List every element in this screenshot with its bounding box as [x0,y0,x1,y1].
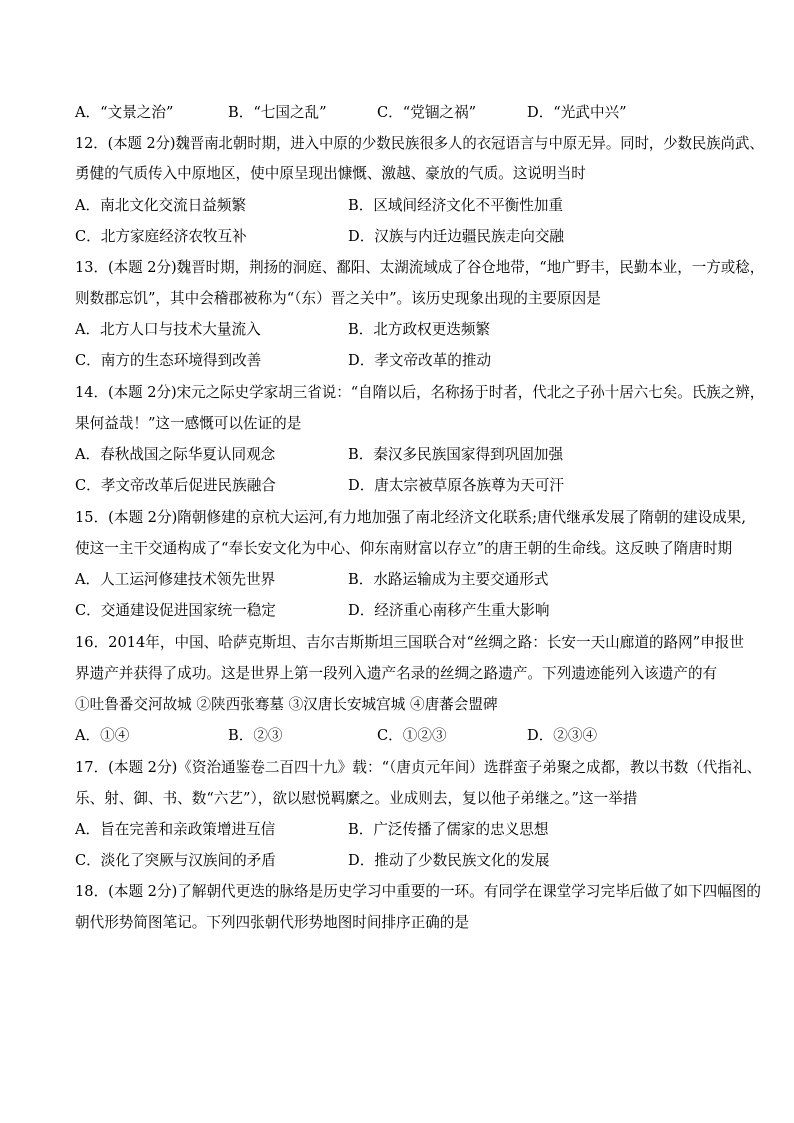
q14-stem-line-1: 14．(本题 2分)宋元之际史学家胡三省说：“自隋以后，名称扬于时者，代北之子孙十居六七矣。氏族之辨， [75,384,765,401]
q12-option-d[interactable]: D．汉族与内迁边疆民族走向交融 [348,228,565,245]
q16-option-c[interactable]: C．①②③ [377,727,447,744]
q15-option-d[interactable]: D．经济重心南移产生重大影响 [348,602,550,619]
q15-options-row-1 [75,570,755,590]
q17-stem-line-1: 17．(本题 2分)《资治通鉴卷二百四十九》载：“（唐贞元年间）选群蛮子弟聚之成都，教以书数（代指礼、 [75,759,762,776]
q13-options-row-1 [75,320,755,340]
q16-choices-line: ①吐鲁番交河故城 ②陕西张骞墓 ③汉唐长安城宫城 ④唐蕃会盟碑 [75,696,498,713]
q13-stem-line-2: 则数郡忘饥”，其中会稽郡被称为“（东）晋之关中”。该历史现象出现的主要原因是 [75,290,601,307]
q14-option-c[interactable]: C．孝文帝改革后促进民族融合 [75,477,276,494]
q15-option-c[interactable]: C．交通建设促进国家统一稳定 [75,602,276,619]
q15-stem-line-2: 使这一主干交通构成了“奉长安文化为中心、仰东南财富以存立”的唐王朝的生命线。这反映了隋唐时期 [75,540,733,557]
q11-option-c[interactable]: C．“党锢之祸” [377,104,477,121]
q18-stem-line-2: 朝代形势简图笔记。下列四张朝代形势地图时间排序正确的是 [75,914,470,931]
q13-option-b[interactable]: B．北方政权更迭频繁 [348,321,491,338]
q14-option-b[interactable]: B．秦汉多民族国家得到巩固加强 [348,446,564,463]
q16-stem-line-1: 16．2014年，中国、哈萨克斯坦、吉尔吉斯斯坦三国联合对“丝绸之路：长安一天山廊道的路网”申报世 [75,634,744,651]
q16-option-d[interactable]: D．②③④ [527,727,598,744]
q15-options-row-2 [75,601,755,621]
q16-options [75,726,755,746]
q17-option-a[interactable]: A．旨在完善和亲政策增进互信 [75,821,276,838]
q13-option-a[interactable]: A．北方人口与技术大量流入 [75,321,261,338]
q15-stem-line-1: 15．(本题 2分)隋朝修建的京杭大运河,有力地加强了南北经济文化联系;唐代继承发展了隋朝的建设成果, [75,509,747,526]
q13-stem-line-1: 13．(本题 2分)魏晋时期，荆扬的洞庭、鄱阳、太湖流域成了谷仓地带，“地广野丰，民勤本业，一方或稔， [75,259,765,276]
q14-option-a[interactable]: A．春秋战国之际华夏认同观念 [75,446,276,463]
q15-option-a[interactable]: A．人工运河修建技术领先世界 [75,571,276,588]
q16-stem-line-2: 界遗产并获得了成功。这是世界上第一段列入遗产名录的丝绸之路遗产。下列遗迹能列入该遗产的有 [75,665,718,682]
q17-option-d[interactable]: D．推动了少数民族文化的发展 [348,852,550,869]
q15-option-b[interactable]: B．水路运输成为主要交通形式 [348,571,549,588]
q11-option-a[interactable]: A．“文景之治” [75,104,174,121]
q17-option-c[interactable]: C．淡化了突厥与汉族间的矛盾 [75,852,276,869]
q14-stem-line-2: 果何益哉！”这一感慨可以佐证的是 [75,415,302,432]
q12-option-b[interactable]: B．区域间经济文化不平衡性加重 [348,197,564,214]
q11-options [75,103,755,123]
q12-stem-line-2: 勇健的气质传入中原地区，使中原呈现出慷慨、激越、豪放的气质。这说明当时 [75,165,586,182]
q13-option-d[interactable]: D．孝文帝改革的推动 [348,352,492,369]
q17-stem-line-2: 乐、射、御、书、数“六艺”），欲以慰悦羁縻之。业成则去，复以他子弟继之。”这一举措 [75,790,638,807]
q12-option-c[interactable]: C．北方家庭经济农牧互补 [75,228,247,245]
q16-option-b[interactable]: B．②③ [228,727,283,744]
q12-options-row-1 [75,196,755,216]
q17-options-row-1 [75,820,755,840]
q12-option-a[interactable]: A．南北文化交流日益频繁 [75,197,247,214]
q12-options-row-2 [75,227,755,247]
q17-option-b[interactable]: B．广泛传播了儒家的忠义思想 [348,821,549,838]
q17-options-row-2 [75,851,755,871]
q14-option-d[interactable]: D．唐太宗被草原各族尊为天可汗 [348,477,565,494]
q11-option-b[interactable]: B．“七国之乱” [228,104,327,121]
q18-stem-line-1: 18．(本题 2分)了解朝代更迭的脉络是历史学习中重要的一环。有同学在课堂学习完毕后做了如下四幅图的 [75,883,762,900]
q13-option-c[interactable]: C．南方的生态环境得到改善 [75,352,262,369]
q16-option-a[interactable]: A．①④ [75,727,130,744]
q14-options-row-2 [75,476,755,496]
q12-stem-line-1: 12．(本题 2分)魏晋南北朝时期，进入中原的少数民族很多人的衣冠语言与中原无异。同时，少数民族尚武、 [75,135,764,152]
q13-options-row-2 [75,351,755,371]
q14-options-row-1 [75,445,755,465]
q11-option-d[interactable]: D．“光武中兴” [527,104,627,121]
